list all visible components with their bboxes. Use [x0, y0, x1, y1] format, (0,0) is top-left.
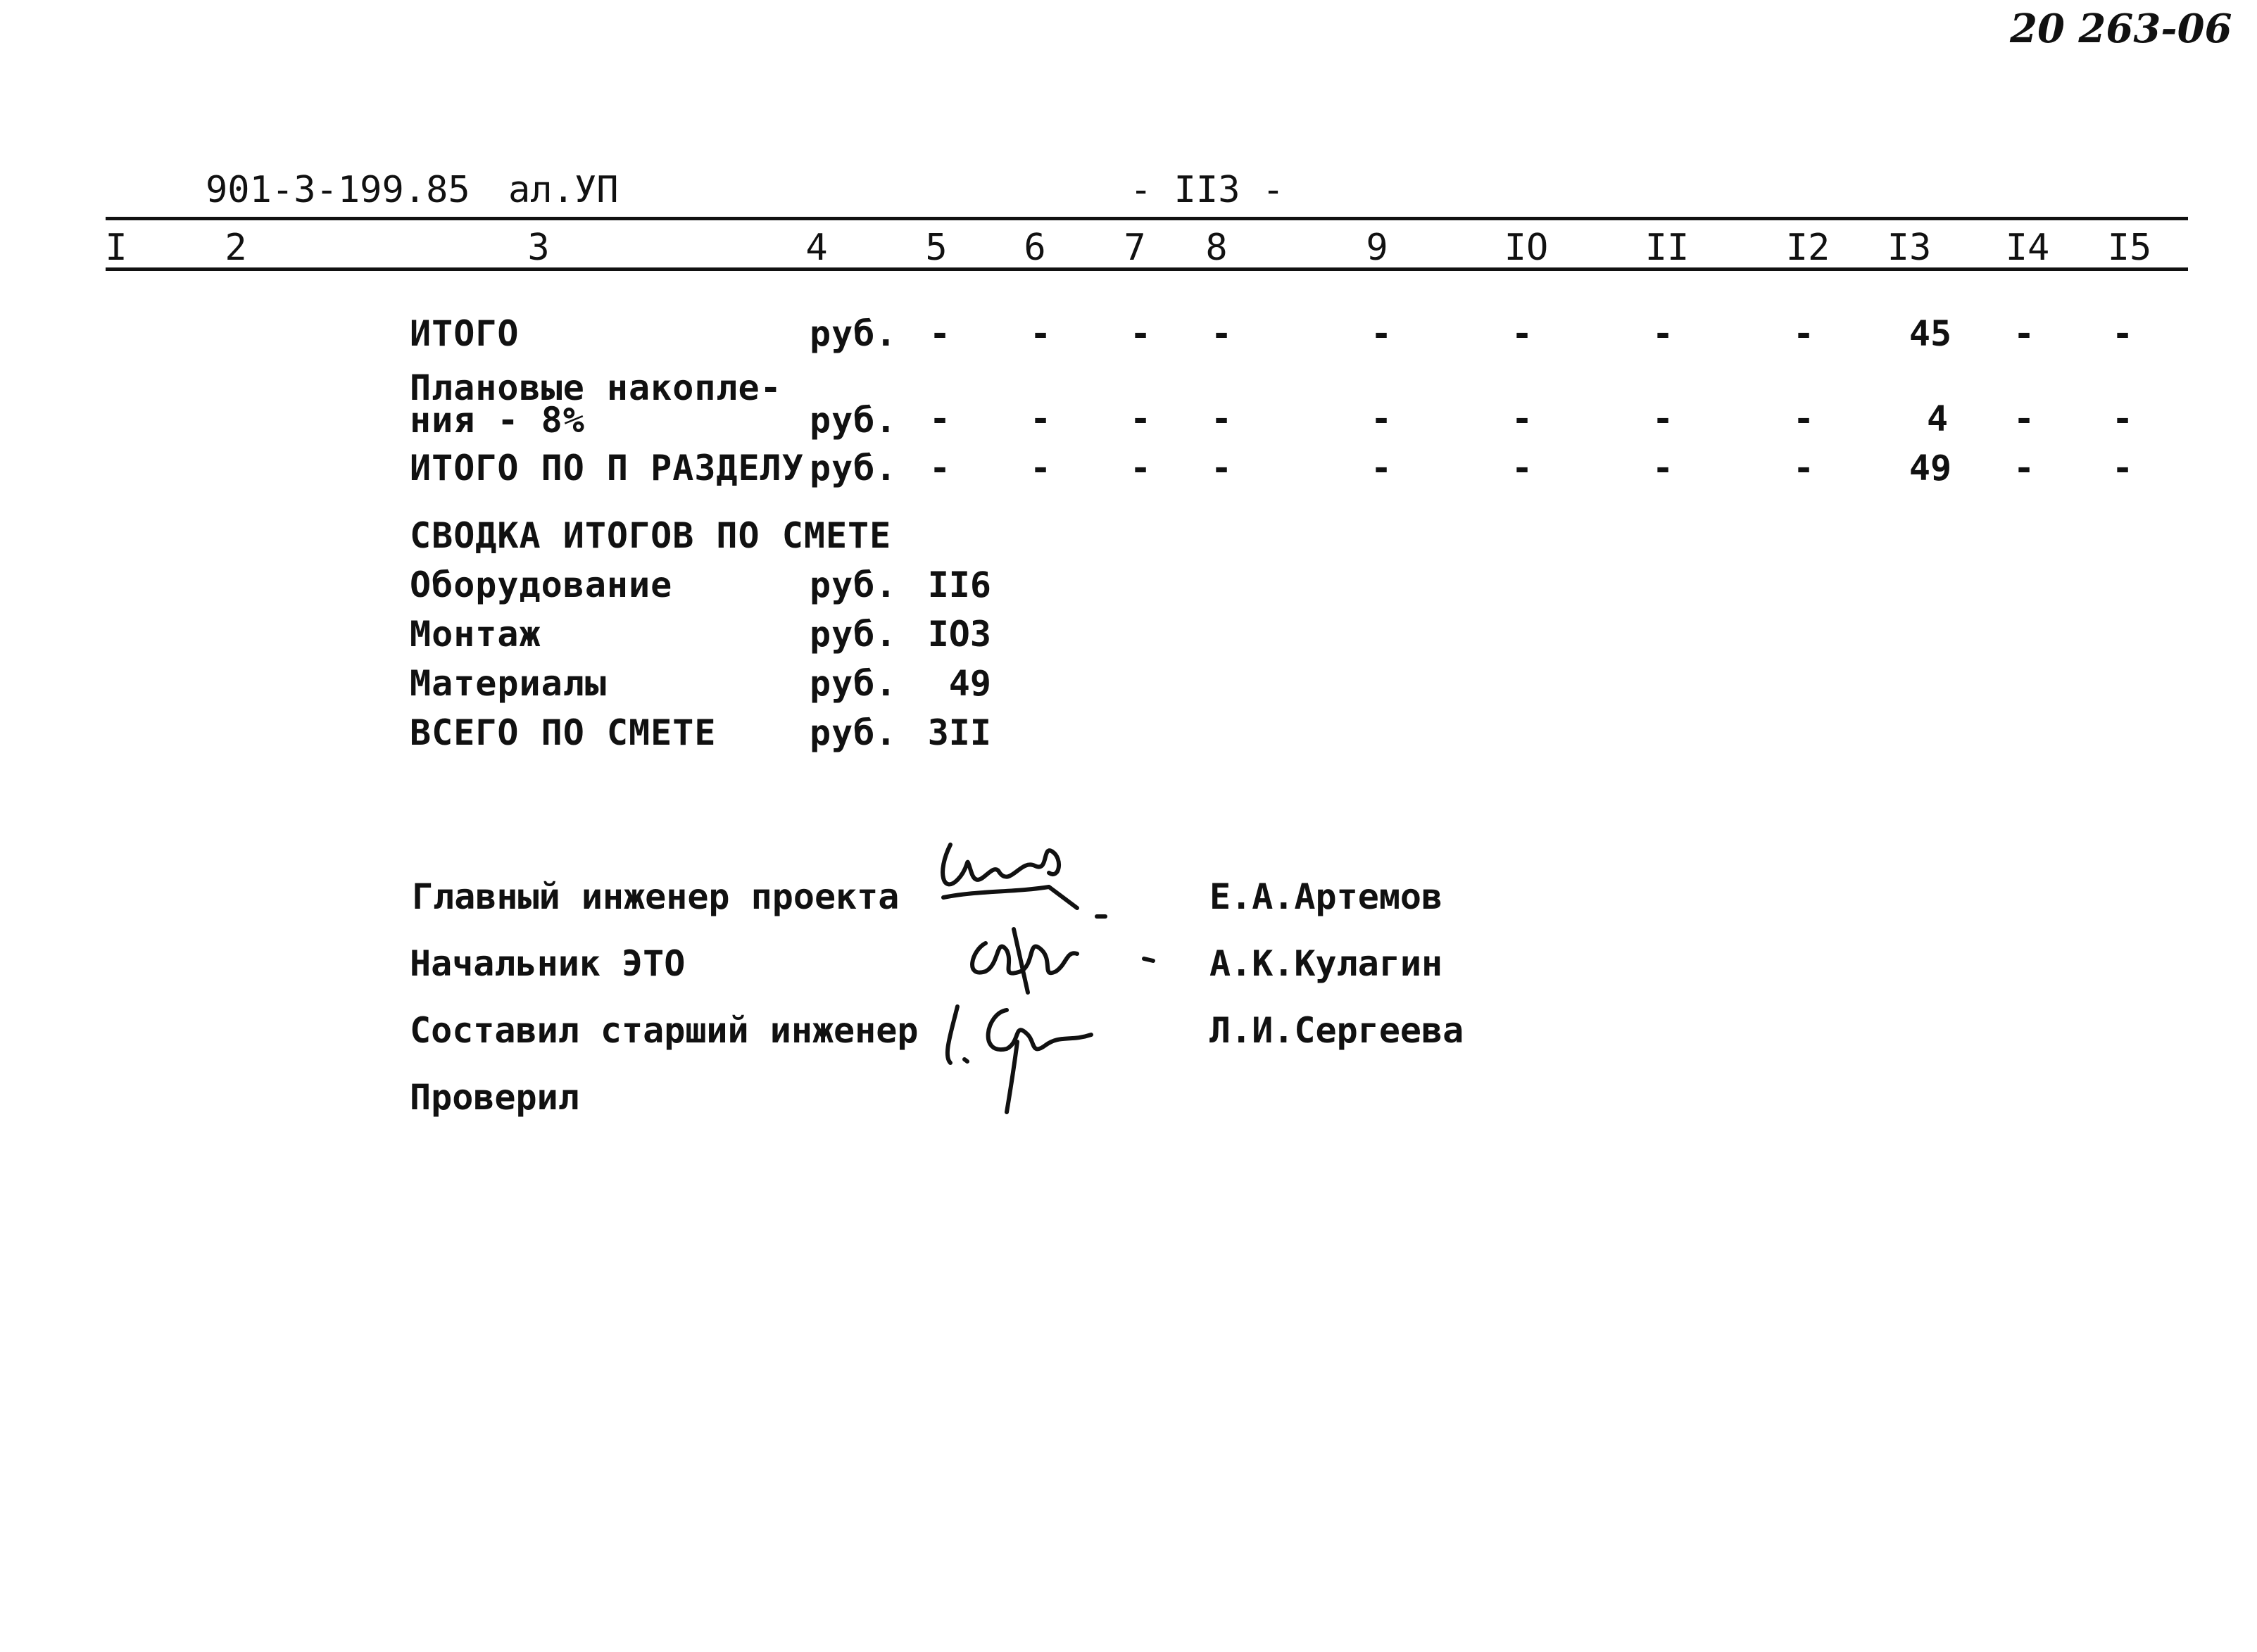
- signatory-role: Главный инженер проекта: [412, 876, 900, 917]
- column-number: 9: [1366, 227, 1388, 269]
- column-number: IO: [1504, 227, 1549, 269]
- row-label: ИТОГО: [410, 313, 520, 354]
- album-number: ал.УП: [508, 169, 619, 211]
- column-number: 5: [925, 227, 948, 269]
- summary-title: СВОДКА ИТОГОВ ПО СМЕТЕ: [410, 515, 892, 556]
- cell-col8: -: [1210, 398, 1233, 439]
- header-rule-top: [106, 217, 2188, 220]
- signatory-role: Проверил: [410, 1077, 579, 1118]
- cell-col5: -: [929, 313, 951, 354]
- cell-col14: -: [2013, 398, 2035, 439]
- column-number: I5: [2107, 227, 2152, 269]
- signatory-role: Начальник ЭТО: [410, 943, 686, 984]
- cell-col7: -: [1129, 448, 1152, 488]
- handwritten-signatures: [929, 831, 1183, 1119]
- row-unit: руб.: [810, 400, 898, 441]
- signatory-name: Л.И.Сергеева: [1209, 1010, 1464, 1051]
- cell-col12: -: [1792, 313, 1815, 354]
- column-number: I: [105, 227, 127, 269]
- column-number: 6: [1024, 227, 1046, 269]
- column-number: I3: [1887, 227, 1932, 269]
- header-rule-bottom: [106, 267, 2188, 271]
- cell-col7: -: [1129, 313, 1152, 354]
- column-number: 3: [527, 227, 550, 269]
- cell-col5: -: [929, 448, 951, 488]
- summary-item-value: 49: [948, 663, 991, 704]
- signatory-name: А.К.Кулагин: [1209, 943, 1443, 984]
- cell-col11: -: [1652, 398, 1674, 439]
- row-unit: руб.: [810, 448, 898, 488]
- cell-col10: -: [1511, 398, 1533, 439]
- cell-col7: -: [1129, 398, 1152, 439]
- cell-col15: -: [2111, 448, 2134, 488]
- cell-col5: -: [929, 398, 951, 439]
- column-number: 2: [225, 227, 247, 269]
- doc-code: 901-3-199.85: [206, 169, 470, 211]
- summary-item-value: IO3: [927, 614, 991, 655]
- column-number: I2: [1785, 227, 1830, 269]
- summary-item-unit: руб.: [810, 712, 898, 753]
- cell-col8: -: [1210, 448, 1233, 488]
- cell-col15: -: [2111, 313, 2134, 354]
- summary-item-value: II6: [927, 565, 991, 605]
- cell-col11: -: [1652, 313, 1674, 354]
- cell-col9: -: [1370, 448, 1392, 488]
- page-number: - II3 -: [1130, 169, 1285, 211]
- cell-col6: -: [1029, 313, 1052, 354]
- summary-item-unit: руб.: [810, 614, 898, 655]
- column-number: 7: [1124, 227, 1146, 269]
- row-unit: руб.: [810, 313, 898, 354]
- cell-col13: 45: [1909, 313, 1952, 354]
- cell-col6: -: [1029, 398, 1052, 439]
- summary-item-label: Монтаж: [410, 614, 541, 655]
- cell-col15: -: [2111, 398, 2134, 439]
- cell-col12: -: [1792, 398, 1815, 439]
- cell-col11: -: [1652, 448, 1674, 488]
- row-label-line2: ния - 8%: [410, 400, 585, 441]
- cell-col10: -: [1511, 448, 1533, 488]
- row-label: ИТОГО ПО П РАЗДЕЛУ: [410, 448, 804, 488]
- row-label-line1: Плановые накопле-: [410, 367, 782, 408]
- summary-item-unit: руб.: [810, 565, 898, 605]
- cell-col14: -: [2013, 448, 2035, 488]
- cell-col13: 49: [1909, 448, 1952, 488]
- summary-item-label: Материалы: [410, 663, 607, 704]
- signatory-name: Е.А.Артемов: [1209, 876, 1443, 917]
- column-number: 4: [805, 227, 828, 269]
- cell-col9: -: [1370, 313, 1392, 354]
- cell-col13: 4: [1926, 398, 1949, 439]
- column-number: 8: [1205, 227, 1228, 269]
- summary-item-label: ВСЕГО ПО СМЕТЕ: [410, 712, 717, 753]
- column-number: I4: [2005, 227, 2050, 269]
- signatory-role: Составил старший инженер: [410, 1010, 919, 1051]
- column-number: II: [1645, 227, 1690, 269]
- cell-col10: -: [1511, 313, 1533, 354]
- cell-col9: -: [1370, 398, 1392, 439]
- cell-col12: -: [1792, 448, 1815, 488]
- archive-stamp-number: 20 263-06: [2010, 6, 2232, 52]
- summary-item-unit: руб.: [810, 663, 898, 704]
- summary-item-value: 3II: [927, 712, 991, 753]
- cell-col14: -: [2013, 313, 2035, 354]
- summary-item-label: Оборудование: [410, 565, 673, 605]
- cell-col6: -: [1029, 448, 1052, 488]
- cell-col8: -: [1210, 313, 1233, 354]
